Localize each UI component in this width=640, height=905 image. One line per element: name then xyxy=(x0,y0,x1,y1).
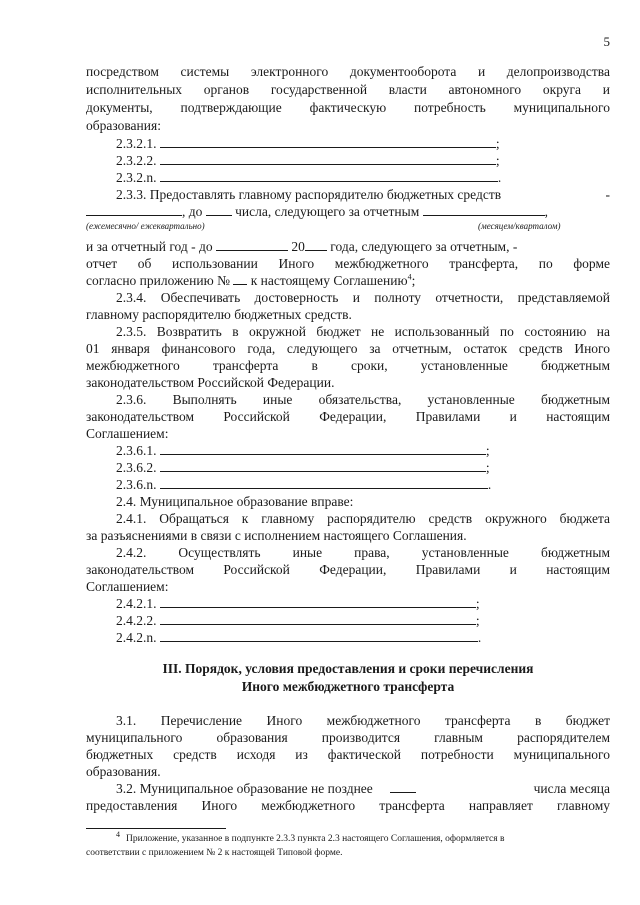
p235-line-3: межбюджетного трансферта в сроки, установленные бюджетным xyxy=(86,358,610,373)
blank-line[interactable] xyxy=(160,135,496,148)
p234-line-1: 2.3.4. Обеспечивать достоверность и полноту отчетности, представляемой xyxy=(116,290,610,305)
p235-line-2: 01 января финансового года, следующего за отчетным, остаток средств Иного xyxy=(86,341,610,356)
blank-line[interactable] xyxy=(160,169,498,182)
p242-line-3: Соглашением: xyxy=(86,579,169,594)
item-2321: 2.3.2.1. ; xyxy=(116,136,500,151)
blank-line[interactable] xyxy=(305,238,327,251)
footnote-mark: 4 xyxy=(116,829,120,839)
blank-line[interactable] xyxy=(160,595,476,608)
p234-line-2: главному распорядителю бюджетных средств. xyxy=(86,307,352,322)
item-232n: 2.3.2.n. . xyxy=(116,170,502,185)
item-236n: 2.3.6.n. . xyxy=(116,477,492,492)
blank-line[interactable] xyxy=(233,272,247,285)
p233-line-2: , до числа, следующего за отчетным , xyxy=(86,203,610,220)
page-number: 5 xyxy=(603,34,610,49)
p31-line-1: 3.1. Перечисление Иного межбюджетного трансферта в бюджет xyxy=(116,713,610,728)
item-2422: 2.4.2.2. ; xyxy=(116,613,480,628)
p242-line-1: 2.4.2. Осуществлять иные права, установленные бюджетным xyxy=(116,545,610,560)
blank-line[interactable] xyxy=(160,152,496,165)
intro-line-2: исполнительных органов государственной власти автономного округа и xyxy=(86,82,610,97)
section-3-title-line-2: Иного межбюджетного трансферта xyxy=(241,679,455,694)
blank-line[interactable] xyxy=(160,442,486,455)
blank-line[interactable] xyxy=(390,780,416,793)
section-3-title-line-1: III. Порядок, условия предоставления и сроки перечисления xyxy=(162,661,534,676)
item-2362: 2.3.6.2. ; xyxy=(116,460,490,475)
p233-line-3: и за отчетный год - до 20 года, следующего за отчетным, - xyxy=(86,239,518,254)
p236-line-1: 2.3.6. Выполнять иные обязательства, установленные бюджетным xyxy=(116,392,610,407)
footnote-line-2: соответствии с приложением № 2 к настоящей Типовой форме. xyxy=(86,848,343,858)
intro-line-4: образования: xyxy=(86,118,161,133)
item-2361: 2.3.6.1. ; xyxy=(116,443,490,458)
blank-line[interactable] xyxy=(216,238,288,251)
blank-line[interactable] xyxy=(160,612,476,625)
intro-line-1: посредством системы электронного документооборота и делопроизводства xyxy=(86,64,610,79)
p236-line-2: законодательством Российской Федерации, Правилами и настоящим xyxy=(86,409,610,424)
p31-line-3: бюджетных средств исходя из фактической потребности муниципального xyxy=(86,747,610,762)
footnote-ref[interactable]: 4 xyxy=(407,272,412,282)
p233-line-1: 2.3.3. Предоставлять главному распорядителю бюджетных средств - xyxy=(116,187,610,202)
p242-line-2: законодательством Российской Федерации, Правилами и настоящим xyxy=(86,562,610,577)
item-242n: 2.4.2.n. . xyxy=(116,630,482,645)
p31-line-4: образования. xyxy=(86,764,161,779)
blank-line[interactable] xyxy=(160,459,486,472)
p32-line-1: 3.2. Муниципальное образование не позднее числа месяца xyxy=(116,781,610,796)
p233-line-5: согласно приложению № к настоящему Соглашению$^4$; xyxy=(86,272,416,288)
p235-line-1: 2.3.5. Возвратить в окружной бюджет не использованный по состоянию на xyxy=(116,324,610,339)
p32-line-2: предоставления Иного межбюджетного трансферта направляет главному xyxy=(86,798,610,813)
p233-line-4: отчет об использовании Иного межбюджетного трансферта, по форме xyxy=(86,256,610,271)
intro-line-3: документы, подтверждающие фактическую потребность муниципального xyxy=(86,100,610,115)
blank-line[interactable] xyxy=(160,629,478,642)
p31-line-2: муниципального образования производится главным распорядителем xyxy=(86,730,610,745)
item-2322: 2.3.2.2. ; xyxy=(116,153,500,168)
p241-line-2: за разъяснениями в связи с исполнением настоящего Соглашения. xyxy=(86,528,467,543)
hint-periodicity: (ежемесячно/ ежеквартально) xyxy=(86,221,205,231)
blank-line[interactable] xyxy=(423,203,545,216)
p24: 2.4. Муниципальное образование вправе: xyxy=(116,494,354,509)
hint-period: (месяцем/кварталом) xyxy=(478,221,561,231)
footnote-divider xyxy=(86,828,226,829)
blank-line[interactable] xyxy=(86,203,182,216)
p235-line-4: законодательством Российской Федерации. xyxy=(86,375,335,390)
blank-line[interactable] xyxy=(160,476,488,489)
footnote-line-1: $^4$ Приложение, указанное в подпункте 2.3.3 пункта 2.3 настоящего Соглашения, оформляется в xyxy=(116,829,505,844)
item-2421: 2.4.2.1. ; xyxy=(116,596,480,611)
blank-line[interactable] xyxy=(206,203,232,216)
p236-line-3: Соглашением: xyxy=(86,426,169,441)
p241-line-1: 2.4.1. Обращаться к главному распорядителю средств окружного бюджета xyxy=(116,511,610,526)
